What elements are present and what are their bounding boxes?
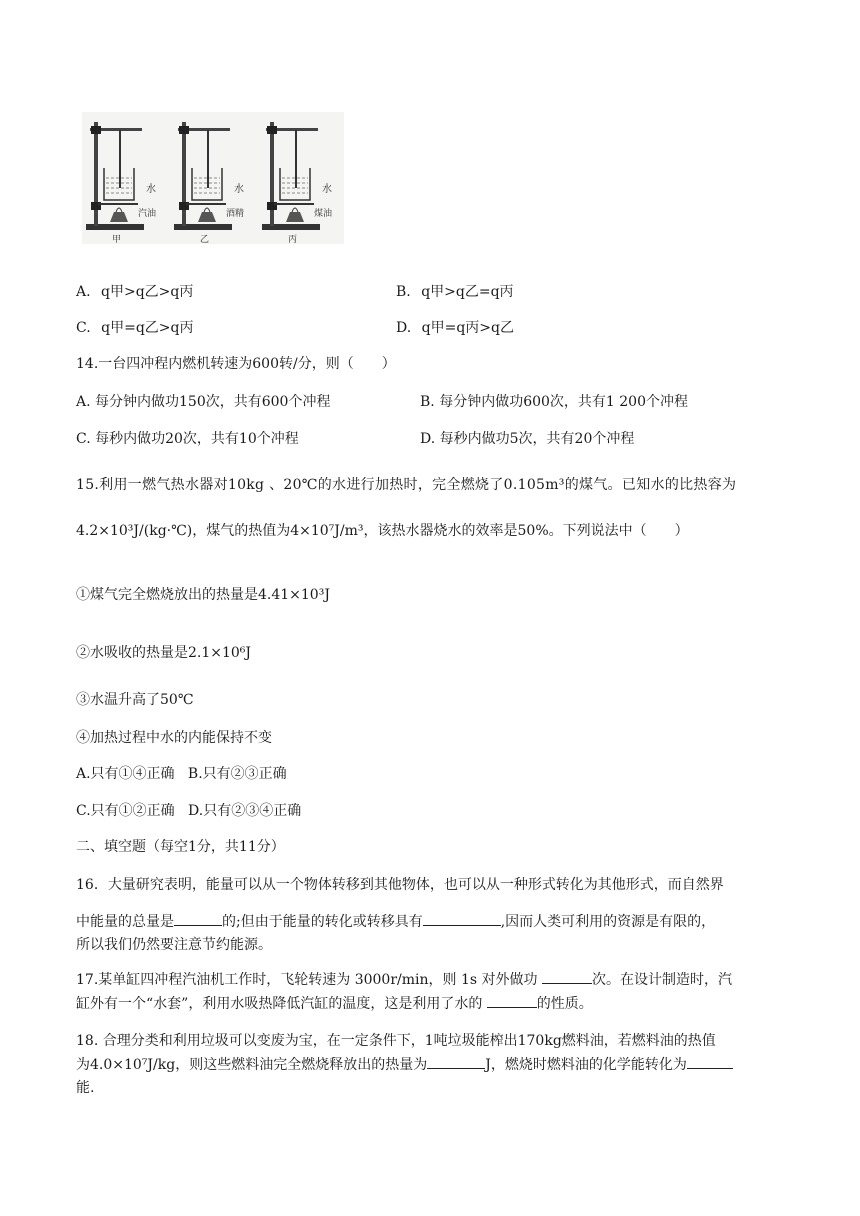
q13-option-c-text: q甲=q乙>q丙 bbox=[101, 320, 194, 336]
q16-line-2: 中能量的总量是 的;但由于能量的转化或转移具有 ,因而人类可利用的资源是有限的， bbox=[76, 911, 715, 931]
q13-option-c: C. q甲=q乙>q丙 bbox=[76, 320, 194, 336]
q13-option-d: D. q甲=q丙>q乙 bbox=[396, 320, 514, 336]
q15-statement-1: ①煤气完全燃烧放出的热量是4.41×10³J bbox=[76, 587, 330, 603]
q13-option-d-text: q甲=q丙>q乙 bbox=[421, 320, 514, 336]
q18-line-1: 18. 合理分类和利用垃圾可以变废为宝，在一定条件下，1吨垃圾能榨出170kg燃料油，若燃料油的热值 bbox=[76, 1033, 716, 1049]
fuel-label: 汽油 bbox=[138, 209, 157, 219]
q15-line-2: 4.2×10³J/(kg·℃)，煤气的热值为4×10⁷J/m³，该热水器烧水的效率是50%。下列说法中（ ） bbox=[76, 523, 689, 539]
q13-option-b: B. q甲>q乙=q丙 bbox=[396, 284, 514, 300]
q17-blank-1[interactable] bbox=[542, 969, 592, 984]
experiment-figure bbox=[82, 112, 344, 244]
q15-options-cd: C.只有①②正确 D.只有②③④正确 bbox=[76, 803, 302, 819]
q16-line-3: 所以我们仍然要注意节约能源。 bbox=[76, 937, 272, 953]
q17-blank-2[interactable] bbox=[487, 993, 537, 1008]
q18-blank-2[interactable] bbox=[687, 1054, 733, 1069]
q14-option-b: B. 每分钟内做功600次，共有1 200个冲程 bbox=[420, 394, 688, 410]
setup-caption: 丙 bbox=[288, 235, 298, 244]
q14-option-d: D. 每秒内做功5次，共有20个冲程 bbox=[420, 431, 635, 447]
water-label: 水 bbox=[234, 184, 244, 195]
q13-option-a-text: q甲>q乙>q丙 bbox=[101, 284, 194, 300]
q16-blank-2[interactable] bbox=[423, 911, 501, 926]
fuel-label: 煤油 bbox=[314, 209, 333, 219]
q14-option-a: A. 每分钟内做功150次，共有600个冲程 bbox=[76, 394, 331, 410]
q18-line-2: 为4.0×10⁷J/kg，则这些燃料油完全燃烧释放出的热量为 J，燃烧时燃料油的化学能转化为 bbox=[76, 1054, 733, 1074]
water-label: 水 bbox=[322, 184, 332, 195]
q16-line-1: 16．大量研究表明，能量可以从一个物体转移到其他物体，也可以从一种形式转化为其他形式，而自然界 bbox=[76, 877, 724, 893]
q18-blank-1[interactable] bbox=[427, 1054, 485, 1069]
q13-option-b-text: q甲>q乙=q丙 bbox=[421, 284, 514, 300]
q17-line-2: 缸外有一个“水套”，利用水吸热降低汽缸的温度，这是利用了水的 的性质。 bbox=[76, 993, 593, 1013]
q15-statement-4: ④加热过程中水的内能保持不变 bbox=[76, 730, 272, 746]
q14-option-c: C. 每秒内做功20次，共有10个冲程 bbox=[76, 431, 299, 447]
setup-caption: 乙 bbox=[200, 235, 210, 244]
section-title-fill-in: 二、填空题（每空1分，共11分） bbox=[76, 839, 285, 855]
q13-option-a: A. q甲>q乙>q丙 bbox=[76, 284, 194, 300]
q14-stem: 14.一台四冲程内燃机转速为600转/分，则（ ） bbox=[76, 356, 396, 372]
water-label: 水 bbox=[146, 184, 156, 195]
q15-line-1: 15.利用一燃气热水器对10kg 、20℃的水进行加热时，完全燃烧了0.105m³的煤气。已知水的比热容为 bbox=[76, 477, 737, 493]
q15-statement-3: ③水温升高了50℃ bbox=[76, 692, 194, 708]
q17-line-1: 17.某单缸四冲程汽油机工作时，飞轮转速为 3000r/min，则 1s 对外做功 次。在设计制造时，汽 bbox=[76, 969, 732, 989]
q16-blank-1[interactable] bbox=[174, 911, 222, 926]
fuel-label: 酒精 bbox=[226, 209, 245, 219]
q15-statement-2: ②水吸收的热量是2.1×10⁶J bbox=[76, 645, 252, 661]
setup-caption: 甲 bbox=[112, 235, 122, 244]
q18-line-3: 能. bbox=[76, 1080, 95, 1096]
q15-options-ab: A.只有①④正确 B.只有②③正确 bbox=[76, 766, 287, 782]
